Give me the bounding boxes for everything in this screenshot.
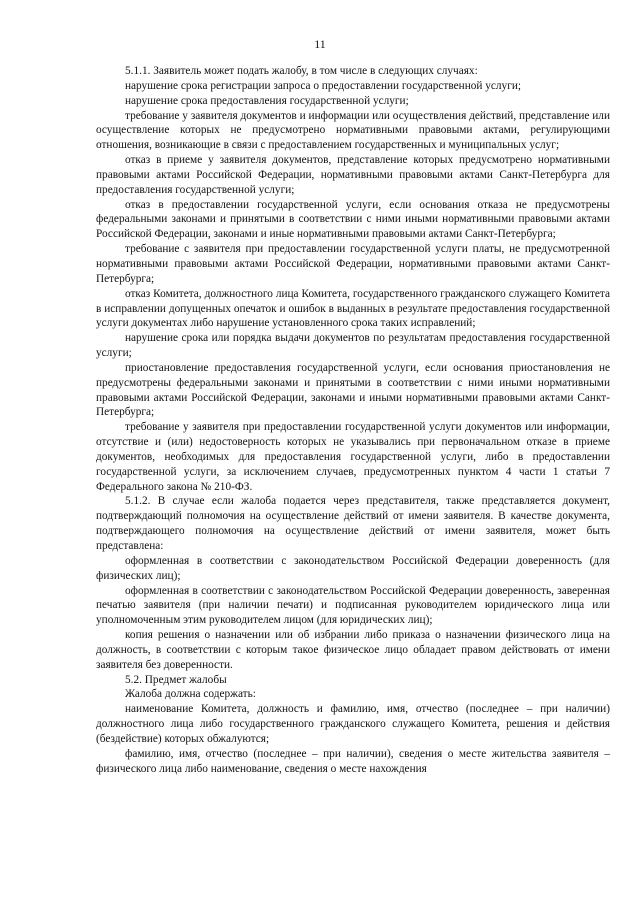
- paragraph: оформленная в соответствии с законодательством Российской Федерации доверенность, заверенная печатью заявителя (при наличии печати) и подписанная руководителем юридического лица или уполномоченным этим руководителем лицом (для юридических лиц);: [96, 584, 610, 627]
- paragraph: требование у заявителя при предоставлении государственной услуги документов или информации, отсутствие и (или) недостоверность которых не указывались при первоначальном отказе в приеме документов, необходимых для предоставления государственной услуги, либо в предоставлении государственной услуги, за исключением случаев, предусмотренных пунктом 4 части 1 статьи 7 Федерального закона № 210-ФЗ.: [96, 421, 610, 493]
- page-number: 11: [314, 37, 326, 51]
- paragraph: требование с заявителя при предоставлении государственной услуги платы, не предусмотренной нормативными правовыми актами Российской Федерации, нормативными правовыми актами Санкт-Петербурга;: [96, 243, 610, 285]
- document-body: [96, 64, 610, 777]
- paragraph: копия решения о назначении или об избрании либо приказа о назначении физического лица на должность, в соответствии с которым такое физическое лицо обладает правом действовать от имени заявителя без доверенности.: [96, 629, 610, 671]
- paragraph: отказ Комитета, должностного лица Комитета, государственного гражданского служащего Комитета в исправлении допущенных опечаток и ошибок в выданных в результате предоставления государственной услуги документах либо нарушение установленного срока таких исправлений;: [96, 287, 610, 330]
- paragraph: нарушение срока или порядка выдачи документов по результатам предоставления государственной услуги;: [96, 332, 610, 360]
- paragraph: приостановление предоставления государственной услуги, если основания приостановления не предусмотрены федеральными законами и принятыми в соответствии с ними иными нормативными правовыми актами Российской Федерации, законами и иными нормативными правовыми актами Санкт-Петербурга;: [96, 361, 610, 419]
- paragraph: оформленная в соответствии с законодательством Российской Федерации доверенность (для физических лиц);: [96, 554, 610, 582]
- section-heading: 5.2. Предмет жалобы: [125, 673, 227, 686]
- paragraph: фамилию, имя, отчество (последнее – при наличии), сведения о месте жительства заявителя – физического лица либо наименование, сведения о месте нахождения: [96, 747, 610, 775]
- paragraph: Жалоба должна содержать:: [125, 688, 256, 701]
- paragraph: отказ в предоставлении государственной услуги, если основания отказа не предусмотрены федеральными законами и принятыми в соответствии с ними иными нормативными правовыми актами Российской Федерации, законами и иные нормативными правовыми актами Санкт-Петербурга;: [96, 198, 610, 241]
- paragraph: отказ в приеме у заявителя документов, представление которых предусмотрено нормативными правовыми актами Российской Федерации, нормативными правовыми актами Санкт-Петербурга для предоставления государственной услуги;: [96, 154, 610, 196]
- paragraph: наименование Комитета, должность и фамилию, имя, отчество (последнее – при наличии) должностного лица либо государственного гражданского служащего Комитета, решения и действия (бездействие) которых обжалуются;: [96, 703, 610, 745]
- paragraph: требование у заявителя документов и информации или осуществления действий, представление или осуществление которых не предусмотрено нормативными правовыми актами, регулирующими отношения, возникающие в связи с предоставлением государственных и муниципальных услуг;: [96, 109, 610, 152]
- paragraph: нарушение срока регистрации запроса о предоставлении государственной услуги;: [125, 79, 522, 92]
- paragraph: 5.1.1. Заявитель может подать жалобу, в том числе в следующих случаях:: [125, 65, 478, 77]
- paragraph: нарушение срока предоставления государственной услуги;: [125, 94, 409, 107]
- paragraph: 5.1.2. В случае если жалоба подается через представителя, также представляется документ, подтверждающий полномочия на осуществление действий от имени заявителя. В качестве документа, подтверждающего полномочия на осуществление действий от имени заявителя, может быть представлена:: [96, 495, 610, 552]
